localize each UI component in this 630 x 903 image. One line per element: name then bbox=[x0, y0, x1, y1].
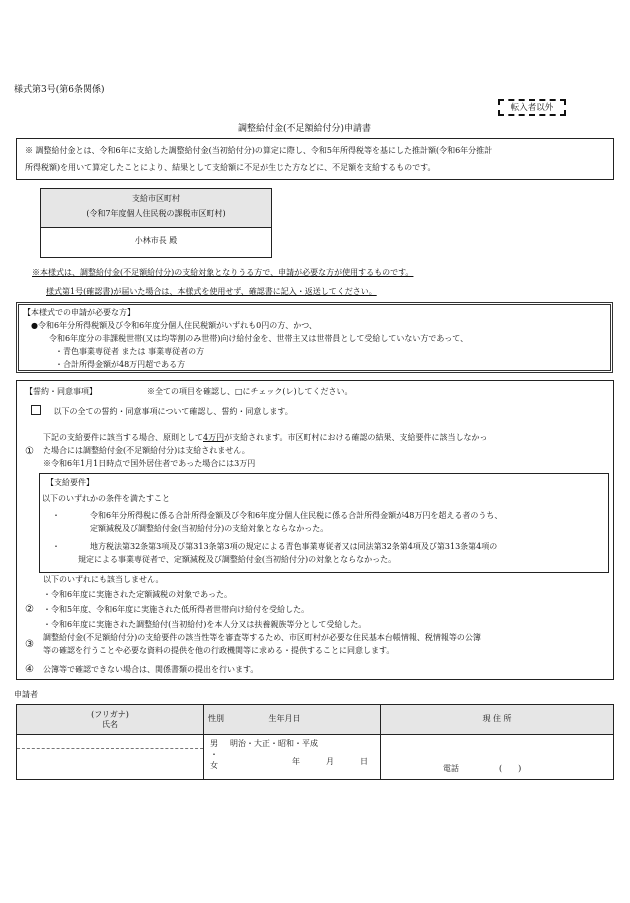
address-header: 現 住 所 bbox=[381, 705, 614, 735]
item1-amount: 4万円 bbox=[203, 433, 225, 442]
addressee-header bbox=[41, 189, 271, 228]
item3-line: 調整給付金(不足額給付分)の支給要件の該当性等を審査等するため、市区町村が必要な住民基本台帳情報、税情報等の公簿 bbox=[43, 633, 481, 642]
confirmation-notice: 様式第1号(確認書)が届いた場合は、本様式を使用せず、確認書に記入・返送してください。 bbox=[46, 287, 377, 296]
name-field[interactable] bbox=[17, 749, 203, 779]
applicant-table bbox=[16, 704, 614, 780]
item1-text: 下記の支給要件に該当する場合、原則として bbox=[43, 433, 203, 442]
gender-female[interactable]: 女 bbox=[210, 761, 218, 770]
gender-label: 性別 bbox=[208, 714, 224, 724]
form-title: 調整給付金(不足額給付分)申請書 bbox=[238, 124, 372, 134]
item-number: ① bbox=[25, 446, 34, 457]
requirements-box bbox=[39, 473, 609, 573]
gender-separator: ・ bbox=[210, 750, 218, 759]
gender-male[interactable]: 男 bbox=[210, 739, 218, 748]
item2-intro: 以下のいずれにも該当しません。 bbox=[43, 575, 164, 584]
requirement-line: 地方税法第32条第3項及び第313条第3項の規定による青色事業専従者又は同法第32条第4項及び第313条第4項の bbox=[90, 542, 498, 551]
requirement-line: 令和6年分所得税に係る合計所得金額及び令和6年度分個人住民税に係る合計所得金額が48万円を超える者のうち、 bbox=[90, 511, 503, 520]
birthdate-label: 生年月日 bbox=[268, 714, 301, 724]
applicant-section-title: 申請者 bbox=[14, 690, 38, 699]
bullet: ・ bbox=[52, 542, 60, 551]
mayor-addressee: 小林市長 殿 bbox=[134, 236, 178, 245]
addressee-box bbox=[40, 188, 272, 258]
consent-heading-note: ※全ての項目を確認し、□にチェック(レ)してください。 bbox=[147, 387, 353, 396]
requirement-line: 定額減税及び調整給付金(当初給付分)の支給対象とならなかった。 bbox=[90, 524, 329, 533]
form-number: 様式第3号(第6条関係) bbox=[14, 85, 105, 95]
applicability-box bbox=[16, 302, 613, 373]
consent-box bbox=[16, 380, 614, 680]
name-label: 氏名 bbox=[102, 719, 118, 729]
explanation-line: 所得税額)を用いて算定したことにより、結果として支給額に不足が生じた方などに、不足額を支給するものです。 bbox=[25, 163, 436, 172]
consent-check-row[interactable] bbox=[31, 405, 293, 417]
explanation-box bbox=[16, 138, 614, 180]
consent-checkbox[interactable] bbox=[31, 405, 41, 415]
applicability-line: ・青色事業専従者 または 事業専従者の方 bbox=[55, 347, 205, 356]
item2-line: ・令和6年度に実施された定額減税の対象であった。 bbox=[43, 590, 233, 599]
era-options[interactable]: 明治・大正・昭和・平成 bbox=[230, 739, 318, 748]
furigana-field[interactable] bbox=[17, 735, 203, 749]
item4-line: 公簿等で確認できない場合は、関係書類の提出を行います。 bbox=[43, 665, 259, 674]
non-resident-badge: 転入者以外 bbox=[498, 99, 566, 116]
item2-line: ・令和6年度に実施された調整給付(当初給付)を本人分又は扶養親族等分として受給した。 bbox=[43, 620, 367, 629]
phone-label: 電話 bbox=[443, 764, 459, 773]
item1-text: が支給されます。市区町村における確認の結果、支給要件に該当しなかっ bbox=[224, 433, 488, 442]
usage-notice: ※本様式は、調整給付金(不足額給付分)の支給対象となりうる方で、申請が必要な方が使用するものです。 bbox=[32, 268, 414, 277]
item1-note: ※令和6年1月1日時点で国外居住者であった場合には3万円 bbox=[43, 459, 256, 468]
month-label: 月 bbox=[326, 757, 334, 766]
taxing-municipality-label: (令和7年度個人住民税の課税市区町村) bbox=[86, 209, 226, 219]
gender-birth-header bbox=[204, 705, 381, 735]
requirements-intro: 以下のいずれかの条件を満たすこと bbox=[42, 494, 170, 503]
applicability-line: ●令和6年分所得税額及び令和6年度分個人住民税額がいずれも0円の方、かつ、 bbox=[31, 321, 317, 330]
name-header bbox=[17, 705, 204, 735]
consent-check-label: 以下の全ての誓約・同意事項について確認し、誓約・同意します。 bbox=[53, 407, 293, 416]
item-number: ④ bbox=[25, 664, 34, 675]
item-number: ② bbox=[25, 604, 34, 615]
name-cell[interactable] bbox=[17, 735, 204, 780]
gender-birth-cell[interactable] bbox=[204, 735, 381, 780]
day-label: 日 bbox=[360, 757, 368, 766]
year-label: 年 bbox=[292, 757, 300, 766]
consent-heading: 【誓約・同意事項】 bbox=[25, 387, 97, 396]
phone-area-code[interactable]: ( ) bbox=[499, 764, 522, 773]
explanation-line: ※ 調整給付金とは、令和6年に支給した調整給付金(当初給付分)の算定に際し、令和5年所得税等を基にした推計額(令和6年分推計 bbox=[25, 146, 493, 155]
item2-line: ・令和5年度、令和6年度に実施された低所得者世帯向け給付を受給した。 bbox=[43, 605, 310, 614]
requirements-title: 【支給要件】 bbox=[46, 478, 94, 487]
item1-line bbox=[43, 433, 487, 443]
address-cell[interactable] bbox=[381, 735, 614, 780]
bullet: ・ bbox=[52, 511, 60, 520]
item1-line: た場合には調整給付金(不足額給付分)は支給されません。 bbox=[43, 446, 250, 455]
applicability-line: ・合計所得金額が48万円超である方 bbox=[55, 360, 186, 369]
municipality-label: 支給市区町村 bbox=[132, 194, 180, 203]
furigana-label: (フリガナ) bbox=[91, 709, 129, 719]
item-number: ③ bbox=[25, 639, 34, 650]
requirement-line: 規定による事業専従者で、定額減税及び調整給付金(当初給付分)の対象とならなかった。 bbox=[78, 555, 397, 564]
applicability-title: 【本様式での申請が必要な方】 bbox=[23, 308, 135, 317]
item3-line: 等の確認を行うことや必要な資料の提供を他の行政機関等に求める・提供することに同意します。 bbox=[43, 646, 395, 655]
applicability-line: 令和6年度分の非課税世帯(又は均等割のみ世帯)向け給付金を、世帯主又は世帯員として受給していない方であって、 bbox=[49, 334, 469, 343]
